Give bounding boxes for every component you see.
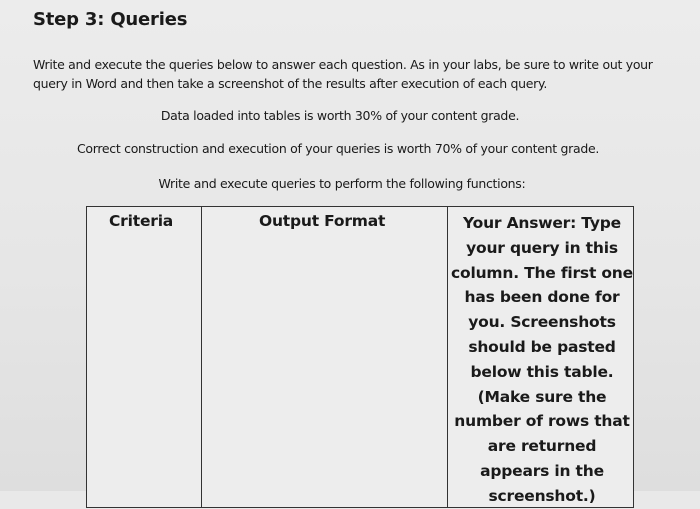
criteria-header: Criteria <box>109 212 174 230</box>
column-divider <box>447 207 448 507</box>
output-format-header: Output Format <box>259 212 386 230</box>
intro-paragraph: Write and execute the queries below to answer each question. As in your labs, be sure to write out your query in Word and then take a screenshot of the results after execution of each query. <box>33 57 653 91</box>
data-loaded-note: Data loaded into tables is worth 30% of your content grade. <box>160 108 520 123</box>
step-heading: Step 3: Queries <box>33 9 188 30</box>
your-answer-header: Your Answer: Type your query in this column. The first one has been done for you. Screenshots should be pasted below this table. (Make sure the number of rows that are returned appears in the screenshot.) <box>451 214 633 505</box>
column-divider <box>201 207 202 507</box>
construction-note: Correct construction and execution of your queries is worth 70% of your content grade. <box>76 141 600 156</box>
instruction-line: Write and execute queries to perform the following functions: <box>158 176 526 191</box>
queries-table <box>86 206 634 508</box>
